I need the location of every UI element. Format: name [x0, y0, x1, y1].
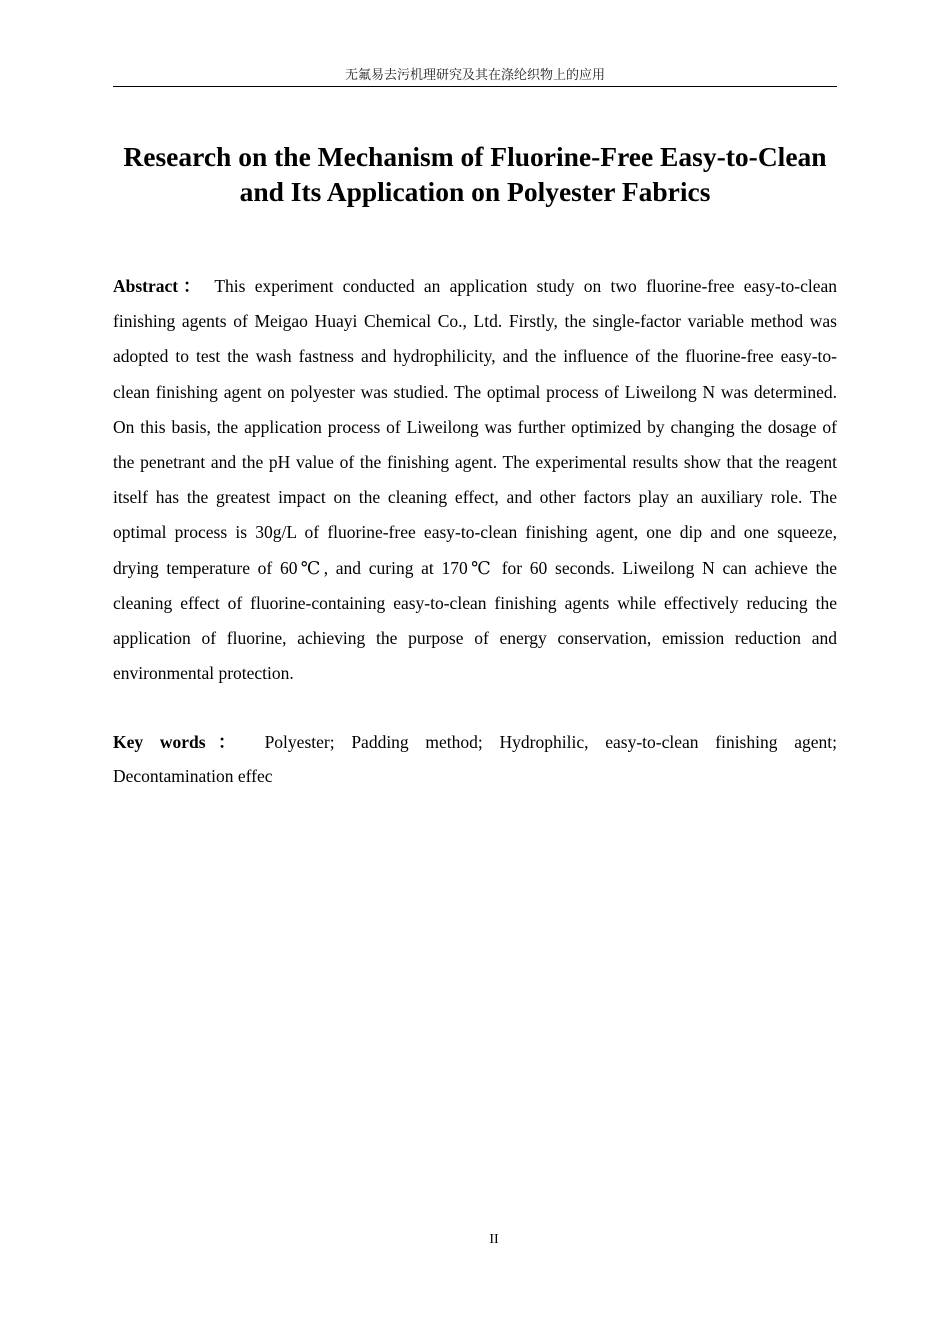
abstract-paragraph: [113, 269, 837, 691]
running-header: 无氟易去污机理研究及其在涤纶织物上的应用: [344, 68, 605, 83]
keywords-paragraph: [113, 725, 837, 793]
keywords-text: Polyester; Padding method; Hydrophilic, easy-to-clean finishing agent; Decontamination effec: [113, 732, 837, 786]
page-number: II: [489, 1232, 499, 1247]
abstract-text: This experiment conducted an application study on two fluorine-free easy-to-clean finishing agents of Meigao Huayi Chemical Co., Ltd. Firstly, the single-factor variable method was adopted to test the wash fastness and hydrophilicity, and the influence of the fluorine-free easy-to-clean finishing agent on polyester was studied. The optimal process of Liweilong N was determined. On this basis, the application process of Liweilong was further optimized by changing the dosage of the penetrant and the pH value of the finishing agent. The experimental results show that the reagent itself has the greatest impact on the cleaning effect, and other factors play an auxiliary role. The optimal process is 30g/L of fluorine-free easy-to-clean finishing agent, one dip and one squeeze, drying temperature of 60℃, and curing at 170℃ for 60 seconds. Liweilong N can achieve the cleaning effect of fluorine-containing easy-to-clean finishing agents while effectively reducing the application of fluorine, achieving the purpose of energy conservation, emission reduction and environmental protection.: [113, 276, 838, 684]
abstract-label: Abstract：: [113, 276, 206, 296]
paper-title: Research on the Mechanism of Fluorine-Free Easy-to-Clean and Its Application on Polyester Fabrics: [123, 141, 827, 207]
header-rule: [113, 86, 837, 87]
keywords-label: Key words：: [113, 732, 248, 752]
